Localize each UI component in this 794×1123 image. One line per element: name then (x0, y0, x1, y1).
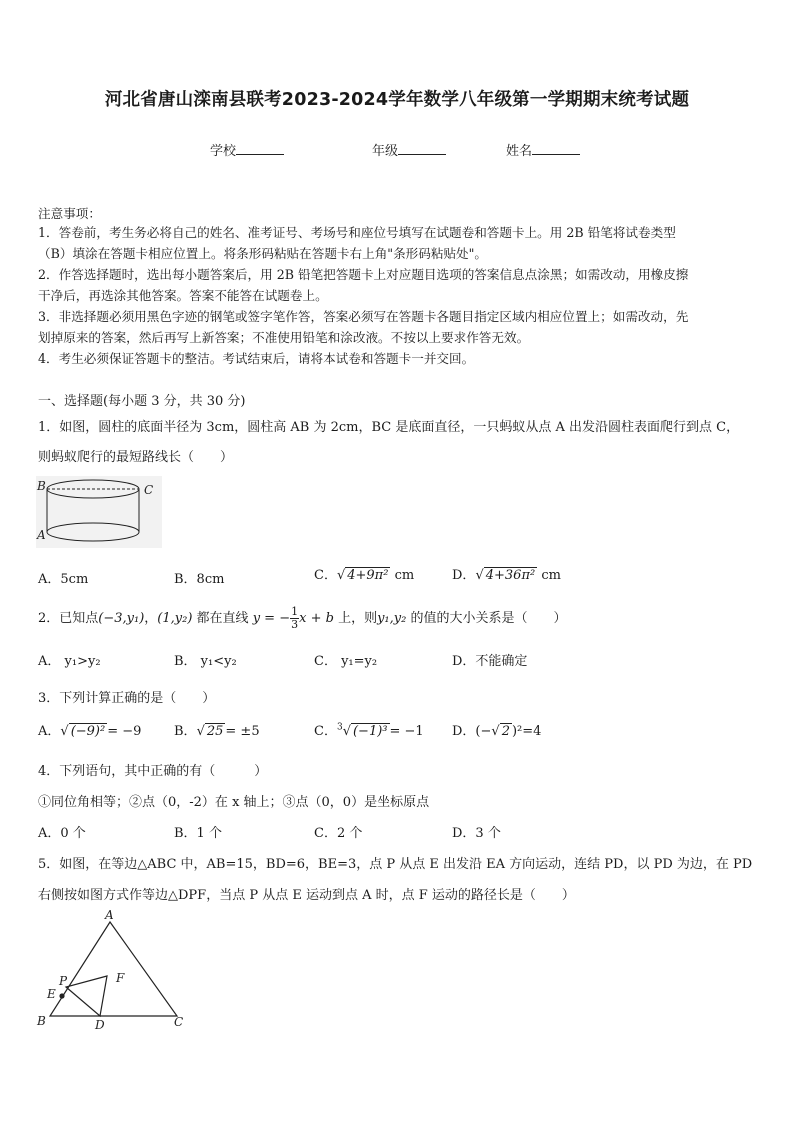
sqrt-expression: √ 25 (196, 724, 224, 739)
school-blank[interactable] (236, 142, 284, 155)
point-e (59, 993, 64, 998)
q3-stem: 3．下列计算正确的是（ ） (38, 691, 216, 706)
q2-option-c[interactable]: C． y₁=y₂ (314, 654, 378, 669)
section-heading: 一、选择题(每小题 3 分，共 30 分) (38, 394, 246, 409)
label-c: C (144, 483, 154, 497)
note-line: 干净后，再选涂其他答案。答案不能答在试题卷上。 (38, 288, 328, 303)
sqrt-expression: √ 4+36π² (475, 568, 536, 583)
cylinder-figure (36, 476, 162, 548)
school-field[interactable]: 学校 (210, 140, 284, 159)
name-field[interactable]: 姓名 (506, 140, 580, 159)
page-title: 河北省唐山滦南县联考2023-2024学年数学八年级第一学期期末统考试题 (104, 90, 690, 110)
q4-statements: ①同位角相等；②点（0，-2）在 x 轴上；③点（0，0）是坐标原点 (38, 795, 430, 810)
q4-option-a[interactable]: A．0 个 (38, 826, 86, 841)
q5-stem-line2: 右侧按如图方式作等边△DPF，当点 P 从点 E 运动到点 A 时，点 F 运动的路径长是（ ） (38, 888, 575, 903)
q1-stem-line1: 1．如图，圆柱的底面半径为 3cm，圆柱高 AB 为 2cm，BC 是底面直径，一只蚂蚁从点 A 出发沿圆柱表面爬行到点 C， (38, 420, 740, 435)
q4-stem: 4．下列语句，其中正确的有（ ） (38, 764, 268, 779)
notes-body (38, 222, 760, 372)
q2-option-a[interactable]: A． y₁>y₂ (38, 654, 101, 669)
q3-option-c[interactable]: C．$^3$ √ (−1)³ = −1 (314, 722, 424, 739)
q3-option-a[interactable]: A． √ (−9)² = −9 (38, 724, 142, 739)
q1-option-c[interactable]: C． √ 4+9π² cm (314, 568, 415, 583)
label-f: F (116, 971, 125, 985)
note-line: 1．答卷前，考生务必将自己的姓名、准考证号、考场号和座位号填写在试题卷和答题卡上。用 2B 铅笔将试卷类型 (38, 225, 676, 240)
q3-option-d[interactable]: D．(− √ 2 )²=4 (452, 724, 542, 739)
grade-field[interactable]: 年级 (372, 140, 446, 159)
notes-heading: 注意事项： (38, 206, 101, 221)
q1-option-a[interactable]: A．5cm (38, 572, 89, 587)
label-d: D (95, 1018, 105, 1032)
q1-option-d[interactable]: D． √ 4+36π² cm (452, 568, 561, 583)
note-line: 划掉原来的答案，然后再写上新答案；不准使用铅笔和涂改液。不按以上要求作答无效。 (38, 330, 530, 345)
label-b: B (37, 1014, 46, 1028)
fraction: $\frac{1}{3}$ (291, 605, 299, 631)
triangle-figure (34, 906, 194, 1036)
note-line: （B）填涂在答题卡相应位置上。将条形码粘贴在答题卡右上角"条形码粘贴处"。 (38, 246, 488, 261)
grade-blank[interactable] (398, 142, 446, 155)
label-p: P (59, 974, 68, 988)
q2-stem: 2．已知点(−3,y₁)，(1,y₂) 都在直线 y = − $\frac{1}{3}$ x + b 上，则y₁,y₂ 的值的大小关系是（ ） (38, 605, 567, 631)
label-c: C (174, 1015, 184, 1029)
cube-root-expression: √ (−1)³ (342, 724, 388, 739)
note-line: 3．非选择题必须用黑色字迹的钢笔或签字笔作答，答案必须写在答题卡各题目指定区域内相应位置上；如需改动，先 (38, 309, 689, 324)
label-e: E (47, 987, 56, 1001)
label-a: A (37, 528, 46, 542)
q2-option-d[interactable]: D．不能确定 (452, 654, 528, 669)
name-blank[interactable] (532, 142, 580, 155)
q3-option-b[interactable]: B． √ 25 = ±5 (174, 724, 260, 739)
q4-option-c[interactable]: C．2 个 (314, 826, 363, 841)
q4-option-d[interactable]: D．3 个 (452, 826, 501, 841)
sqrt-expression: √ 4+9π² (336, 568, 389, 583)
sqrt-expression: √ 2 (491, 724, 510, 739)
q5-stem-line1: 5．如图，在等边△ABC 中，AB=15，BD=6，BE=3，点 P 从点 E 出发沿 EA 方向运动，连结 PD，以 PD 为边，在 PD (38, 857, 753, 872)
q1-option-b[interactable]: B．8cm (174, 572, 225, 587)
triangle-abc (50, 922, 177, 1016)
note-line: 2．作答选择题时，选出每小题答案后，用 2B 铅笔把答题卡上对应题目选项的答案信息点涂黑；如需改动，用橡皮擦 (38, 267, 689, 282)
q1-stem-line2: 则蚂蚁爬行的最短路线长（ ） (38, 450, 234, 465)
sqrt-expression: √ (−9)² (60, 724, 106, 739)
note-line: 4．考生必须保证答题卡的整洁。考试结束后，请将本试卷和答题卡一并交回。 (38, 351, 475, 366)
q2-option-b[interactable]: B． y₁<y₂ (174, 654, 237, 669)
label-b: B (37, 479, 46, 493)
q4-option-b[interactable]: B．1 个 (174, 826, 222, 841)
label-a: A (105, 908, 114, 922)
